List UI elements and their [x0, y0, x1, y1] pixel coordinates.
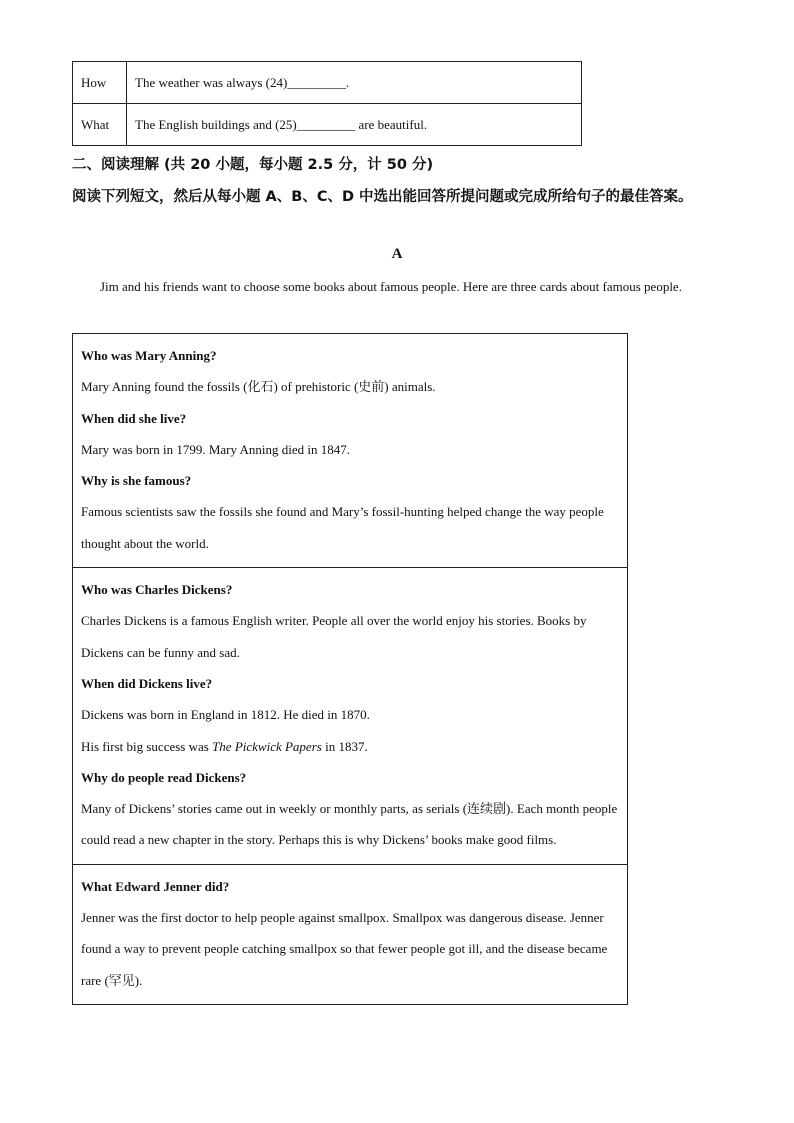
card-text: Mary was born in 1799. Mary Anning died in 1847. [81, 441, 351, 457]
card-text: Jenner was the first doctor to help people against smallpox. Smallpox was dangerous disease. Jenner found a way to prevent people catching smallpox so that fewer people got ill, and the disease became rare (罕见). [81, 910, 608, 988]
row-text: The weather was always (24)_________. [127, 62, 582, 104]
row-label: How [73, 62, 127, 104]
passage-letter: A [391, 246, 403, 262]
card-text: Mary Anning found the fossils (化石) of prehistoric (史前) animals. [81, 379, 436, 395]
famous-people-cards [72, 333, 628, 1005]
card-question: What Edward Jenner did? [81, 878, 230, 894]
card-text: Charles Dickens is a famous English writer. People all over the world enjoy his stories. Books by Dickens can be funny and sad. [81, 613, 587, 660]
book-title: The Pickwick Papers [212, 738, 322, 754]
card-text [81, 731, 619, 762]
card-question: When did she live? [81, 410, 187, 426]
card-question: Who was Charles Dickens? [81, 582, 233, 598]
card-row [73, 334, 628, 568]
text-before: His first big success was [81, 738, 213, 754]
card-question: Why do people read Dickens? [81, 769, 247, 785]
card-text: Famous scientists saw the fossils she found and Mary’s fossil-hunting helped change the way people thought about the world. [81, 504, 604, 551]
card-question: Who was Mary Anning? [81, 348, 217, 363]
card-row [73, 864, 628, 1004]
card-row [73, 568, 628, 865]
card-edward-jenner [73, 864, 628, 1004]
answer-table [72, 61, 582, 146]
card-question: Why is she famous? [81, 473, 192, 489]
card-text: Dickens was born in England in 1812. He died in 1870. [81, 707, 370, 723]
text-after: in 1837. [321, 738, 368, 754]
card-text: Many of Dickens’ stories came out in weekly or monthly parts, as serials (连续剧). Each month people could read a new chapter in the story. Perhaps this is why Dickens’ books make good films. [81, 801, 618, 848]
section-instructions: 阅读下列短文，然后从每小题 A、B、C、D 中选出能回答所提问题或完成所给句子的最佳答案。 [72, 189, 693, 205]
section-heading: 二、阅读理解 (共 20 小题，每小题 2.5 分，计 50 分) [72, 157, 434, 173]
table-row [73, 62, 582, 104]
card-mary-anning [73, 334, 628, 568]
table-row [73, 104, 582, 146]
row-text: The English buildings and (25)_________ are beautiful. [127, 104, 582, 146]
row-label: What [73, 104, 127, 146]
card-question: When did Dickens live? [81, 675, 213, 691]
card-charles-dickens [73, 568, 628, 865]
passage-intro: Jim and his friends want to choose some books about famous people. Here are three cards about famous people. [100, 279, 682, 294]
